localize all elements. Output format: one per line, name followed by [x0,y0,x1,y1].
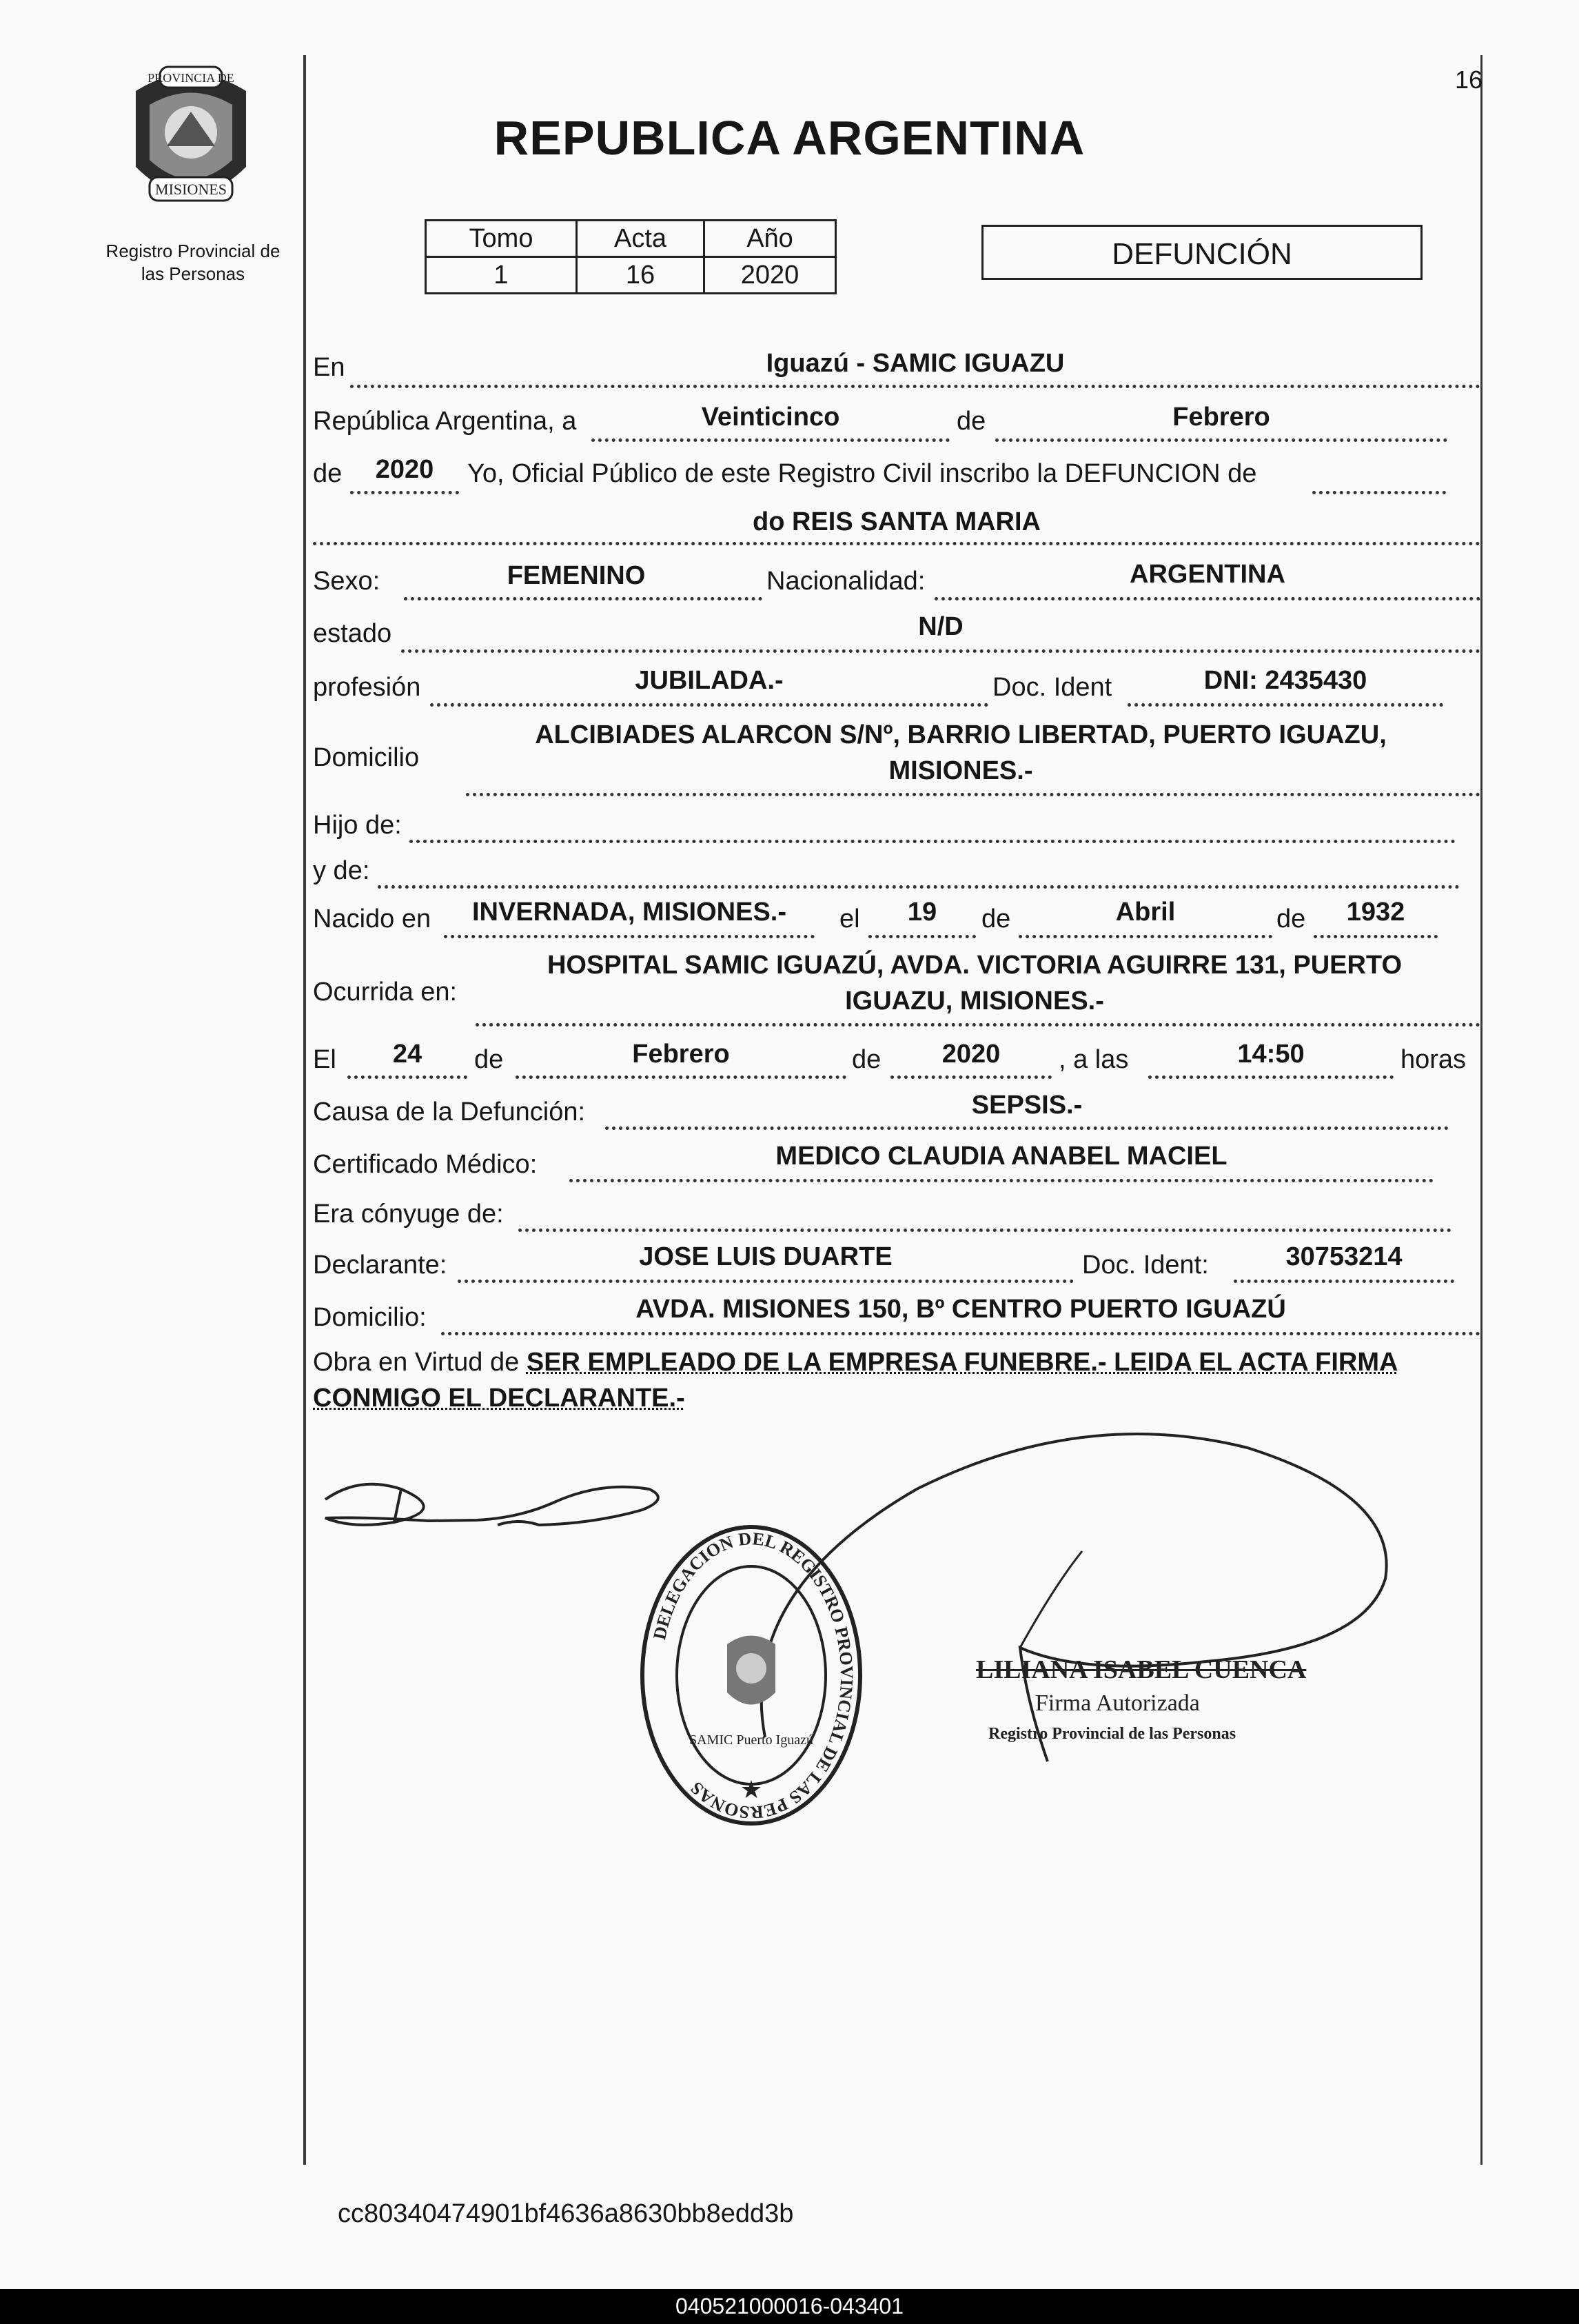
tomo-value: 1 [426,257,577,294]
record-table [425,219,837,294]
death-day: 24 [392,1040,422,1069]
republica-label: República Argentina, a [313,407,577,436]
dotted-line [1314,935,1438,938]
nacido-label: Nacido en [313,905,431,933]
horas-label: horas [1400,1045,1467,1074]
estado-label: estado [313,619,392,648]
death-de-label-1: de [474,1045,504,1074]
ocurrida-label: Ocurrida en: [313,978,458,1007]
domicilio-line-1: ALCIBIADES ALARCON S/Nº, BARRIO LIBERTAD, PUERTO IGUAZU, [535,720,1387,749]
acta-value: 16 [577,257,704,294]
death-time: 14:50 [1237,1040,1305,1069]
dotted-line [890,1075,1052,1079]
en-value: Iguazú - SAMIC IGUAZU [766,349,1065,378]
birth-month: Abril [1115,898,1176,927]
obra-en-virtud [313,1344,1498,1416]
dotted-line [347,1075,467,1079]
dotted-line [458,1280,1074,1283]
death-place-value [469,947,1480,1019]
inscription-text: Yo, Oficial Público de este Registro Civil inscribo la DEFUNCION de [467,459,1257,488]
certificado-value: MEDICO CLAUDIA ANABEL MACIEL [775,1142,1227,1171]
domicilio-line-2: MISIONES.- [888,756,1033,785]
death-month: Febrero [632,1040,730,1069]
dotted-line [401,649,1480,653]
birth-de-label-1: de [981,905,1011,933]
dotted-line [1128,703,1443,707]
seal-top-text: PROVINCIA DE [147,71,234,85]
domicilio-label: Domicilio [313,743,420,772]
dotted-line [350,491,459,494]
year-value: 2020 [375,455,434,484]
dotted-line [441,1332,1480,1335]
day-in-words: Veinticinco [701,403,840,432]
birth-day: 19 [907,898,937,927]
registry-name [69,240,317,285]
dotted-line [605,1126,1449,1130]
official-title: Firma Autorizada [1035,1690,1200,1716]
dotted-line [476,1023,1480,1027]
death-el-label: El [313,1045,336,1074]
el-label: el [839,905,860,933]
left-margin-line [303,55,306,2165]
dotted-line [404,597,762,600]
dotted-line [569,1179,1434,1182]
birth-year: 1932 [1346,898,1405,927]
declarante-doc-label: Doc. Ident: [1082,1251,1209,1280]
causa-label: Causa de la Defunción: [313,1098,586,1126]
a-las-label: , a las [1059,1045,1129,1074]
sexo-value: FEMENINO [507,561,646,590]
domicilio-value [441,717,1480,789]
dotted-line [935,597,1480,600]
dotted-line [591,438,950,442]
declarante-value: JOSE LUIS DUARTE [639,1242,893,1271]
dotted-line [518,1229,1451,1232]
declarante-domicilio-value: AVDA. MISIONES 150, Bº CENTRO PUERTO IGUAZÚ [635,1295,1286,1324]
en-label: En [313,353,345,382]
barcode-id: 040521000016-043401 [0,2289,1579,2324]
hijo-label: Hijo de: [313,811,402,840]
profesion-label: profesión [313,673,421,702]
page-title: REPUBLICA ARGENTINA [493,111,1086,165]
de-label: de [957,407,986,436]
stamp-ring-text: DELEGACION DEL REGISTRO PROVINCIAL DE LAS PERSONAS [649,1528,857,1823]
nacionalidad-value: ARGENTINA [1130,560,1285,589]
stamp-inner-text: SAMIC Puerto Iguazú [689,1732,813,1748]
record-type-box: DEFUNCIÓN [981,225,1423,280]
dotted-line [1234,1280,1454,1283]
deceased-name: do REIS SANTA MARIA [753,507,1041,536]
profesion-value: JUBILADA.- [635,666,784,695]
nacionalidad-label: Nacionalidad: [766,567,926,596]
obra-value: SER EMPLEADO DE LA EMPRESA FUNEBRE.- LEIDA EL ACTA FIRMA CONMIGO EL DECLARANTE.- [313,1348,1398,1413]
declarante-doc-value: 30753214 [1285,1242,1403,1271]
dotted-line [868,935,976,938]
y-de-label: y de: [313,856,370,885]
registry-line-2: las Personas [141,263,245,284]
declarante-domicilio-label: Domicilio: [313,1303,427,1332]
causa-value: SEPSIS.- [971,1091,1083,1120]
anio-value: 2020 [704,257,836,294]
page-number: 16 [1454,65,1483,94]
death-de-label-2: de [852,1045,882,1074]
sexo-label: Sexo: [313,567,380,596]
official-office: Registro Provincial de las Personas [988,1725,1236,1743]
death-year: 2020 [941,1040,1001,1069]
dotted-line [350,385,1480,388]
stamp-star-icon: ★ [740,1775,763,1803]
dotted-line [378,885,1460,889]
death-place-line-1: HOSPITAL SAMIC IGUAZÚ, AVDA. VICTORIA AGUIRRE 131, PUERTO [547,951,1403,980]
death-place-line-2: IGUAZU, MISIONES.- [845,987,1104,1016]
birthplace-value: INVERNADA, MISIONES.- [471,898,787,927]
anio-header: Año [704,221,836,257]
obra-label: Obra en Virtud de [313,1348,520,1377]
dotted-line [995,438,1447,442]
dotted-line [430,703,988,707]
declarant-signature [312,1441,684,1544]
dotted-line [466,793,1480,796]
birth-de-label-2: de [1276,905,1306,933]
seal-bottom-text: MISIONES [155,181,227,198]
month-value: Febrero [1172,403,1270,432]
right-margin-line [1480,55,1483,2165]
dotted-line [1148,1075,1394,1079]
tomo-header: Tomo [426,221,577,257]
dotted-line [444,935,815,938]
document-hash: cc80340474901bf4636a8630bb8edd3b [338,2199,794,2228]
dotted-line [516,1075,846,1079]
estado-value: N/D [918,612,964,641]
dotted-line [1019,935,1272,938]
dotted-line [313,542,1480,545]
registry-stamp [634,1517,868,1834]
official-name: LILIANA ISABEL CUENCA [976,1655,1307,1684]
dotted-line [1312,491,1446,494]
doc-label: Doc. Ident [992,673,1112,702]
conyuge-label: Era cónyuge de: [313,1200,504,1229]
certificado-label: Certificado Médico: [313,1150,538,1179]
registry-line-1: Registro Provincial de [105,241,281,261]
declarante-label: Declarante: [313,1251,447,1280]
doc-value: DNI: 2435430 [1203,666,1367,695]
dotted-line [409,840,1456,843]
year-prefix-label: de [313,459,343,488]
acta-header: Acta [577,221,704,257]
